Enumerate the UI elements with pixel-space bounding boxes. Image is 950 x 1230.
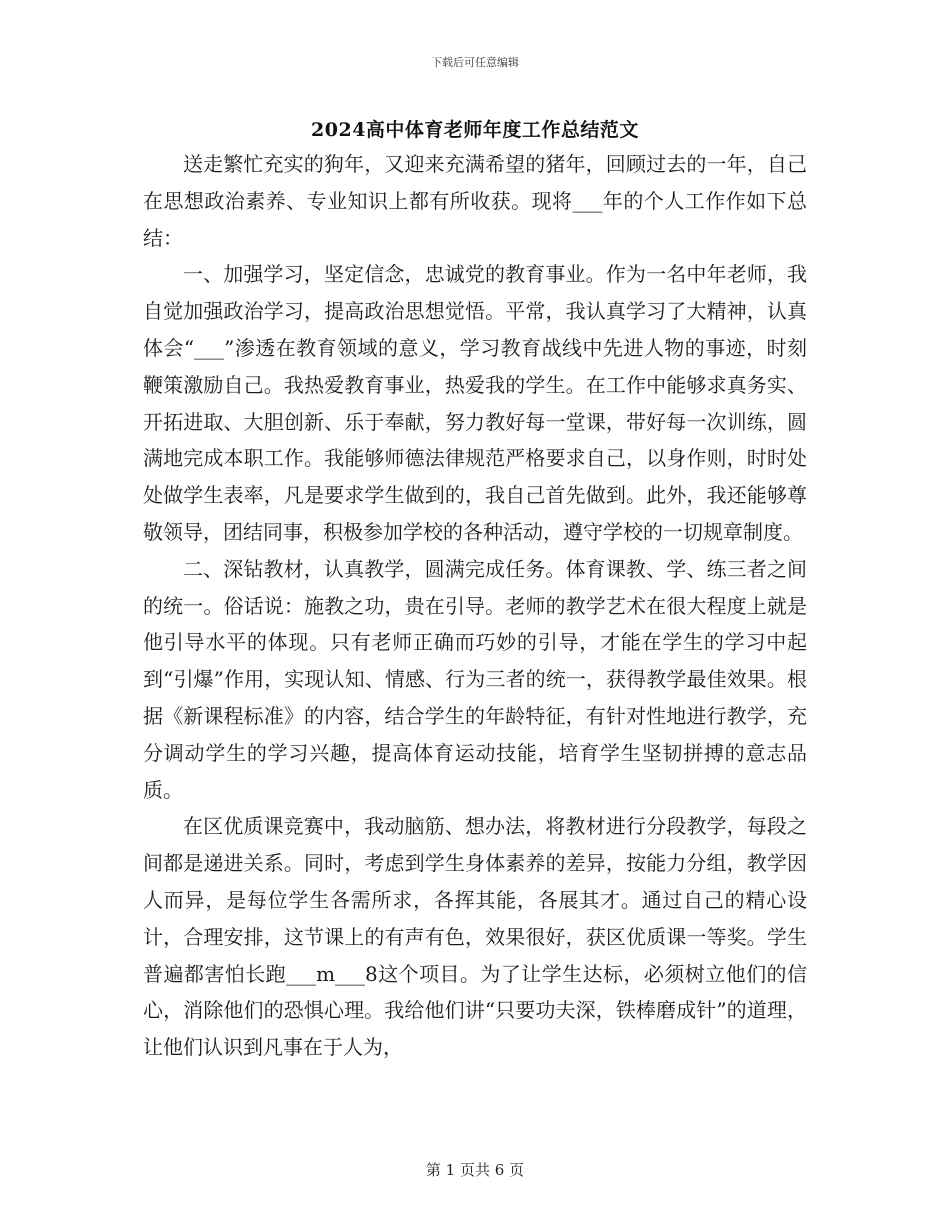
paragraph-intro: 送走繁忙充实的狗年，又迎来充满希望的猪年，回顾过去的一年，自己在思想政治素养、专业知识上都有所收获。现将___年的个人工作作如下总结： <box>143 152 807 250</box>
document-body <box>143 146 807 1066</box>
paragraph-section-two: 二、深钻教材，认真教学，圆满完成任务。体育课教、学、练三者之间的统一。俗话说：施教之功，贵在引导。老师的教学艺术在很大程度上就是他引导水平的体现。只有老师正确而巧妙的引导，才能在学生的学习中起到“引爆”作用，实现认知、情感、行为三者的统一，获得教学最佳效果。根据《新课程标准》的内容，结合学生的年龄特征，有针对性地进行教学，充分调动学生的学习兴趣，提高体育运动技能，培育学生坚韧拼搏的意志品质。 <box>143 556 807 802</box>
page-number-footer: 第 1 页共 6 页 <box>425 1161 525 1179</box>
header-note: 下载后可任意编辑 <box>431 56 519 69</box>
paragraph-section-one: 一、加强学习，坚定信念，忠诚党的教育事业。作为一名中年老师，我自觉加强政治学习，提高政治思想觉悟。平常，我认真学习了大精神，认真体会“___”渗透在教育领域的意义，学习教育战线中先进人物的事迹，时刻鞭策激励自己。我热爱教育事业，热爱我的学生。在工作中能够求真务实、开拓进取、大胆创新、乐于奉献，努力教好每一堂课，带好每一次训练，圆满地完成本职工作。我能够师德法律规范严格要求自己，以身作则，时时处处做学生表率，凡是要求学生做到的，我自己首先做到。此外，我还能够尊敬领导，团结同事，积极参加学校的各种活动，遵守学校的一切规章制度。 <box>143 262 807 544</box>
document-title: 2024高中体育老师年度工作总结范文 <box>311 119 639 141</box>
paragraph-competition: 在区优质课竞赛中，我动脑筋、想办法，将教材进行分段教学，每段之间都是递进关系。同时，考虑到学生身体素养的差异，按能力分组，教学因人而异，是每位学生各需所求，各挥其能，各展其才。通过自己的精心设计，合理安排，这节课上的有声有色，效果很好，获区优质课一等奖。学生普遍都害怕长跑___m___8这个项目。为了让学生达标，必须树立他们的信心，消除他们的恐惧心理。我给他们讲“只要功夫深，铁棒磨成针”的道理，让他们认识到凡事在于人为， <box>143 814 807 1060</box>
